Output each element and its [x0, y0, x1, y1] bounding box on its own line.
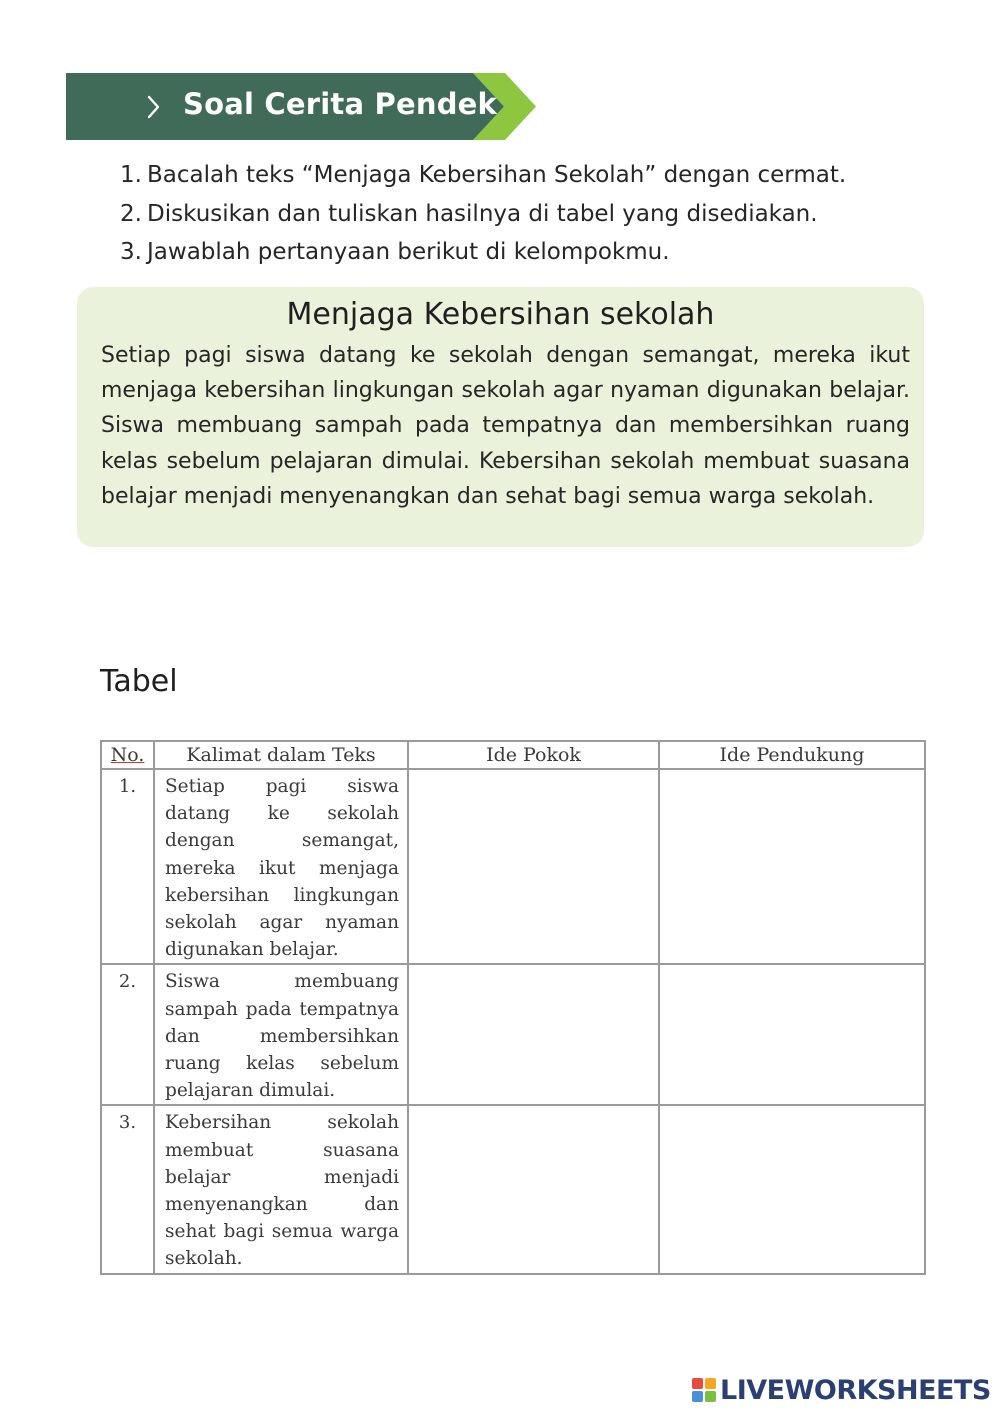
table-row: [101, 769, 925, 964]
header-ide-pendukung: Ide Pendukung: [659, 741, 925, 769]
header-kalimat: Kalimat dalam Teks: [154, 741, 408, 769]
instruction-number: 2.: [120, 200, 142, 227]
instruction-item: [120, 233, 920, 272]
chevron-right-icon: [146, 95, 160, 119]
ide-pokok-cell[interactable]: [408, 769, 659, 964]
analysis-table: [100, 740, 926, 1275]
row-sentence: Siswa membuang sampah pada tempatnya dan membersihkan ruang kelas sebelum pelajaran dimulai.: [154, 964, 408, 1105]
reading-passage-box: [77, 287, 924, 547]
instruction-text: Jawablah pertanyaan berikut di kelompokmu.: [147, 239, 670, 265]
ide-pokok-cell[interactable]: [408, 964, 659, 1105]
row-sentence: Kebersihan sekolah membuat suasana belajar menjadi menyenangkan dan sehat bagi semua warga sekolah.: [154, 1105, 408, 1273]
instruction-list: [120, 156, 920, 272]
instruction-number: 3.: [120, 239, 142, 265]
header-no: [101, 741, 154, 769]
table-row: [101, 1105, 925, 1273]
ide-pendukung-cell[interactable]: [659, 964, 925, 1105]
instruction-text: Diskusikan dan tuliskan hasilnya di tabel yang disediakan.: [147, 200, 818, 227]
logo-square-blue: [692, 1391, 703, 1402]
table-row: [101, 964, 925, 1105]
logo-square-green: [705, 1391, 716, 1402]
ide-pokok-cell[interactable]: [408, 1105, 659, 1273]
table-section-label: Tabel: [100, 664, 178, 699]
row-number: 3.: [101, 1105, 154, 1273]
instruction-item: [120, 195, 920, 234]
logo-square-red: [692, 1378, 703, 1389]
instruction-number: 1.: [120, 162, 142, 188]
instruction-item: [120, 156, 920, 195]
banner-title: Soal Cerita Pendek: [183, 87, 498, 121]
liveworksheets-brand[interactable]: [692, 1374, 991, 1406]
brand-name: LIVEWORKSHEETS: [720, 1374, 991, 1406]
header-no-label: No.: [110, 744, 145, 766]
row-number: 1.: [101, 769, 154, 964]
logo-square-orange: [705, 1378, 716, 1389]
section-banner: [66, 73, 536, 140]
liveworksheets-logo-icon: [692, 1378, 716, 1402]
row-number: 2.: [101, 964, 154, 1105]
header-ide-pokok: Ide Pokok: [408, 741, 659, 769]
reading-body: Setiap pagi siswa datang ke sekolah dengan semangat, mereka ikut menjaga kebersihan lingkungan sekolah agar nyaman digunakan belajar. Siswa membuang sampah pada tempatnya dan membersihkan ruang kelas sebelum pelajaran dimulai. Kebersihan sekolah membuat suasana belajar menjadi menyenangkan dan sehat bagi semua warga sekolah.: [101, 343, 910, 509]
reading-title: Menjaga Kebersihan sekolah: [286, 297, 715, 332]
table-header-row: [101, 741, 925, 769]
row-sentence: Setiap pagi siswa datang ke sekolah dengan semangat, mereka ikut menjaga kebersihan lingkungan sekolah agar nyaman digunakan belajar.: [154, 769, 408, 964]
instruction-text: Bacalah teks “Menjaga Kebersihan Sekolah” dengan cermat.: [147, 162, 847, 188]
ide-pendukung-cell[interactable]: [659, 769, 925, 964]
ide-pendukung-cell[interactable]: [659, 1105, 925, 1273]
